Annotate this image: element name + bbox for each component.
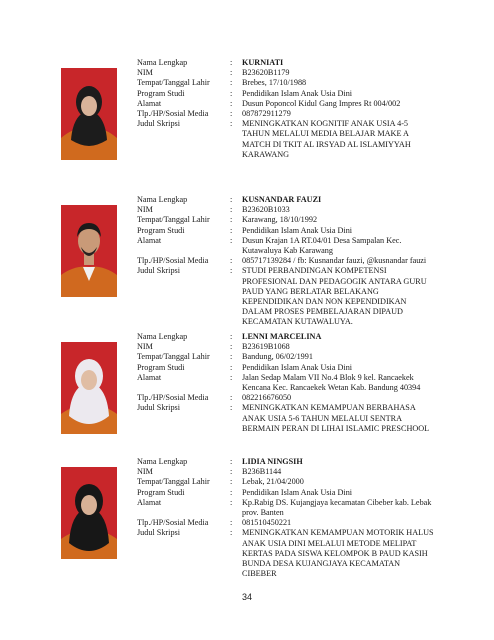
program-row: Program Studi : Pendidikan Islam Anak Usia Dini (137, 488, 482, 498)
student-birth: Karawang, 18/10/1992 (242, 215, 318, 225)
student-details (137, 195, 482, 328)
portrait-image (61, 205, 117, 297)
student-phone: 081510450221 (242, 518, 292, 528)
name-row: Nama Lengkap : KURNIATI (137, 58, 482, 68)
student-birth: Lebak, 21/04/2000 (242, 477, 304, 487)
phone-row: Tlp./HP/Sosial Media : 082216676050 (137, 393, 482, 403)
student-address: Kp.Rabig DS. Kujangjaya kecamatan Cibeber kab. Lebak prov. Banten (242, 497, 432, 518)
student-birth: Brebes, 17/10/1988 (242, 78, 307, 88)
phone-row: Tlp./HP/Sosial Media : 087872911279 (137, 109, 482, 119)
program-row: Program Studi : Pendidikan Islam Anak Usia Dini (137, 363, 482, 373)
student-thesis: MENINGKATKAN KEMAMPUAN MOTORIK HALUS ANAK USIA DINI MELALUI METODE MELIPAT KERTAS PADA SISWA KELOMPOK B PAUD KASIH BUNDA DESA KUJANGJAYA KECAMATAN CIBEBER (242, 528, 434, 579)
student-nim: B23619B1068 (242, 342, 290, 352)
nim-row: NIM : B236B1144 (137, 467, 482, 477)
student-address: Jalan Sedap Malam VII No.4 Blok 9 kel. Rancaekek Kencana Kec. Rancaekek Wetan Kab. Bandung 40394 (242, 372, 421, 393)
thesis-row: Judul Skripsi : MENINGKATKAN KOGNITIF ANAK USIA 4-5 TAHUN MELALUI MEDIA BELAJAR MAKE A MATCH DI TKIT AL IRSYAD AL ISLAMIYYAH KARAWANG (137, 119, 482, 160)
nim-row: NIM : B23619B1068 (137, 342, 482, 352)
student-program: Pendidikan Islam Anak Usia Dini (242, 362, 353, 372)
address-row: Alamat : Jalan Sedap Malam VII No.4 Blok 9 kel. Rancaekek Kencana Kec. Rancaekek Wetan Kab. Bandung 40394 (137, 373, 482, 393)
name-row: Nama Lengkap : LIDIA NINGSIH (137, 457, 482, 467)
student-address: Dusun Poponcol Kidul Gang Impres Rt 004/002 (242, 98, 401, 108)
student-name: LENNI MARCELINA (242, 332, 322, 341)
name-row: Nama Lengkap : LENNI MARCELINA (137, 332, 482, 342)
page-number: 34 (241, 592, 252, 602)
student-address: Dusun Krajan 1A RT.04/01 Desa Sampalan Kec. Kutawaluya Kab Karawang (242, 235, 402, 256)
birth-row: Tempat/Tanggal Lahir : Lebak, 21/04/2000 (137, 477, 482, 487)
student-program: Pendidikan Islam Anak Usia Dini (242, 487, 353, 497)
student-nim: B236B1144 (242, 467, 282, 477)
program-row: Program Studi : Pendidikan Islam Anak Usia Dini (137, 89, 482, 99)
student-photo (61, 342, 117, 434)
nim-row: NIM : B23620B1033 (137, 205, 482, 215)
thesis-row: Judul Skripsi : MENINGKATKAN KEMAMPUAN BERBAHASA ANAK USIA 5-6 TAHUN MELALUI SENTRA BERMAIN PERAN DI LIHAI ISLAMIC PRESCHOOL (137, 403, 482, 434)
thesis-row: Judul Skripsi : STUDI PERBANDINGAN KOMPETENSI PROFESIONAL DAN PEDAGOGIK ANTARA GURU PAUD YANG BERLATAR BELAKANG KEPENDIDIKAN DAN NON KEPENDIDIKAN DALAM PROSES PEMBELAJARAN DIPAUD KECAMATAN KUTAWALUYA. (137, 266, 482, 327)
student-birth: Bandung, 06/02/1991 (242, 352, 313, 362)
program-row: Program Studi : Pendidikan Islam Anak Usia Dini (137, 226, 482, 236)
address-row: Alamat : Kp.Rabig DS. Kujangjaya kecamatan Cibeber kab. Lebak prov. Banten (137, 498, 482, 518)
student-phone: 085717139284 / fb: Kusnandar fauzi, @kusnandar fauzi (242, 256, 427, 266)
student-name: KUSNANDAR FAUZI (242, 195, 322, 204)
student-name: LIDIA NINGSIH (242, 457, 303, 466)
address-row: Alamat : Dusun Krajan 1A RT.04/01 Desa Sampalan Kec. Kutawaluya Kab Karawang (137, 236, 482, 256)
student-thesis: STUDI PERBANDINGAN KOMPETENSI PROFESIONAL DAN PEDAGOGIK ANTARA GURU PAUD YANG BERLATAR BELAKANG KEPENDIDIKAN DAN NON KEPENDIDIKAN DALAM PROSES PEMBELAJARAN DIPAUD KECAMATAN KUTAWALUYA. (242, 266, 427, 327)
student-program: Pendidikan Islam Anak Usia Dini (242, 88, 353, 98)
student-photo (61, 68, 117, 160)
birth-row: Tempat/Tanggal Lahir : Karawang, 18/10/1992 (137, 215, 482, 225)
nim-row: NIM : B23620B1179 (137, 68, 482, 78)
student-program: Pendidikan Islam Anak Usia Dini (242, 225, 353, 235)
portrait-image (61, 68, 117, 160)
student-thesis: MENINGKATKAN KOGNITIF ANAK USIA 4-5 TAHUN MELALUI MEDIA BELAJAR MAKE A MATCH DI TKIT AL IRSYAD AL ISLAMIYYAH KARAWANG (242, 119, 411, 159)
birth-row: Tempat/Tanggal Lahir : Bandung, 06/02/1991 (137, 352, 482, 362)
student-name: KURNIATI (242, 58, 284, 67)
address-row: Alamat : Dusun Poponcol Kidul Gang Impres Rt 004/002 (137, 99, 482, 109)
portrait-image (61, 342, 117, 434)
student-details (137, 332, 482, 434)
student-phone: 087872911279 (242, 109, 291, 119)
name-row: Nama Lengkap : KUSNANDAR FAUZI (137, 195, 482, 205)
thesis-row: Judul Skripsi : MENINGKATKAN KEMAMPUAN MOTORIK HALUS ANAK USIA DINI MELALUI METODE MELIPAT KERTAS PADA SISWA KELOMPOK B PAUD KASIH BUNDA DESA KUJANGJAYA KECAMATAN CIBEBER (137, 528, 482, 579)
student-nim: B23620B1179 (242, 68, 290, 78)
phone-row: Tlp./HP/Sosial Media : 085717139284 / fb: Kusnandar fauzi, @kusnandar fauzi (137, 256, 482, 266)
phone-row: Tlp./HP/Sosial Media : 081510450221 (137, 518, 482, 528)
student-photo (61, 467, 117, 559)
birth-row: Tempat/Tanggal Lahir : Brebes, 17/10/1988 (137, 78, 482, 88)
student-details (137, 58, 482, 160)
student-thesis: MENINGKATKAN KEMAMPUAN BERBAHASA ANAK USIA 5-6 TAHUN MELALUI SENTRA BERMAIN PERAN DI LIHAI ISLAMIC PRESCHOOL (242, 403, 430, 433)
portrait-image (61, 467, 117, 559)
student-details (137, 457, 482, 579)
student-nim: B23620B1033 (242, 205, 290, 215)
student-phone: 082216676050 (242, 393, 292, 403)
student-photo (61, 205, 117, 297)
